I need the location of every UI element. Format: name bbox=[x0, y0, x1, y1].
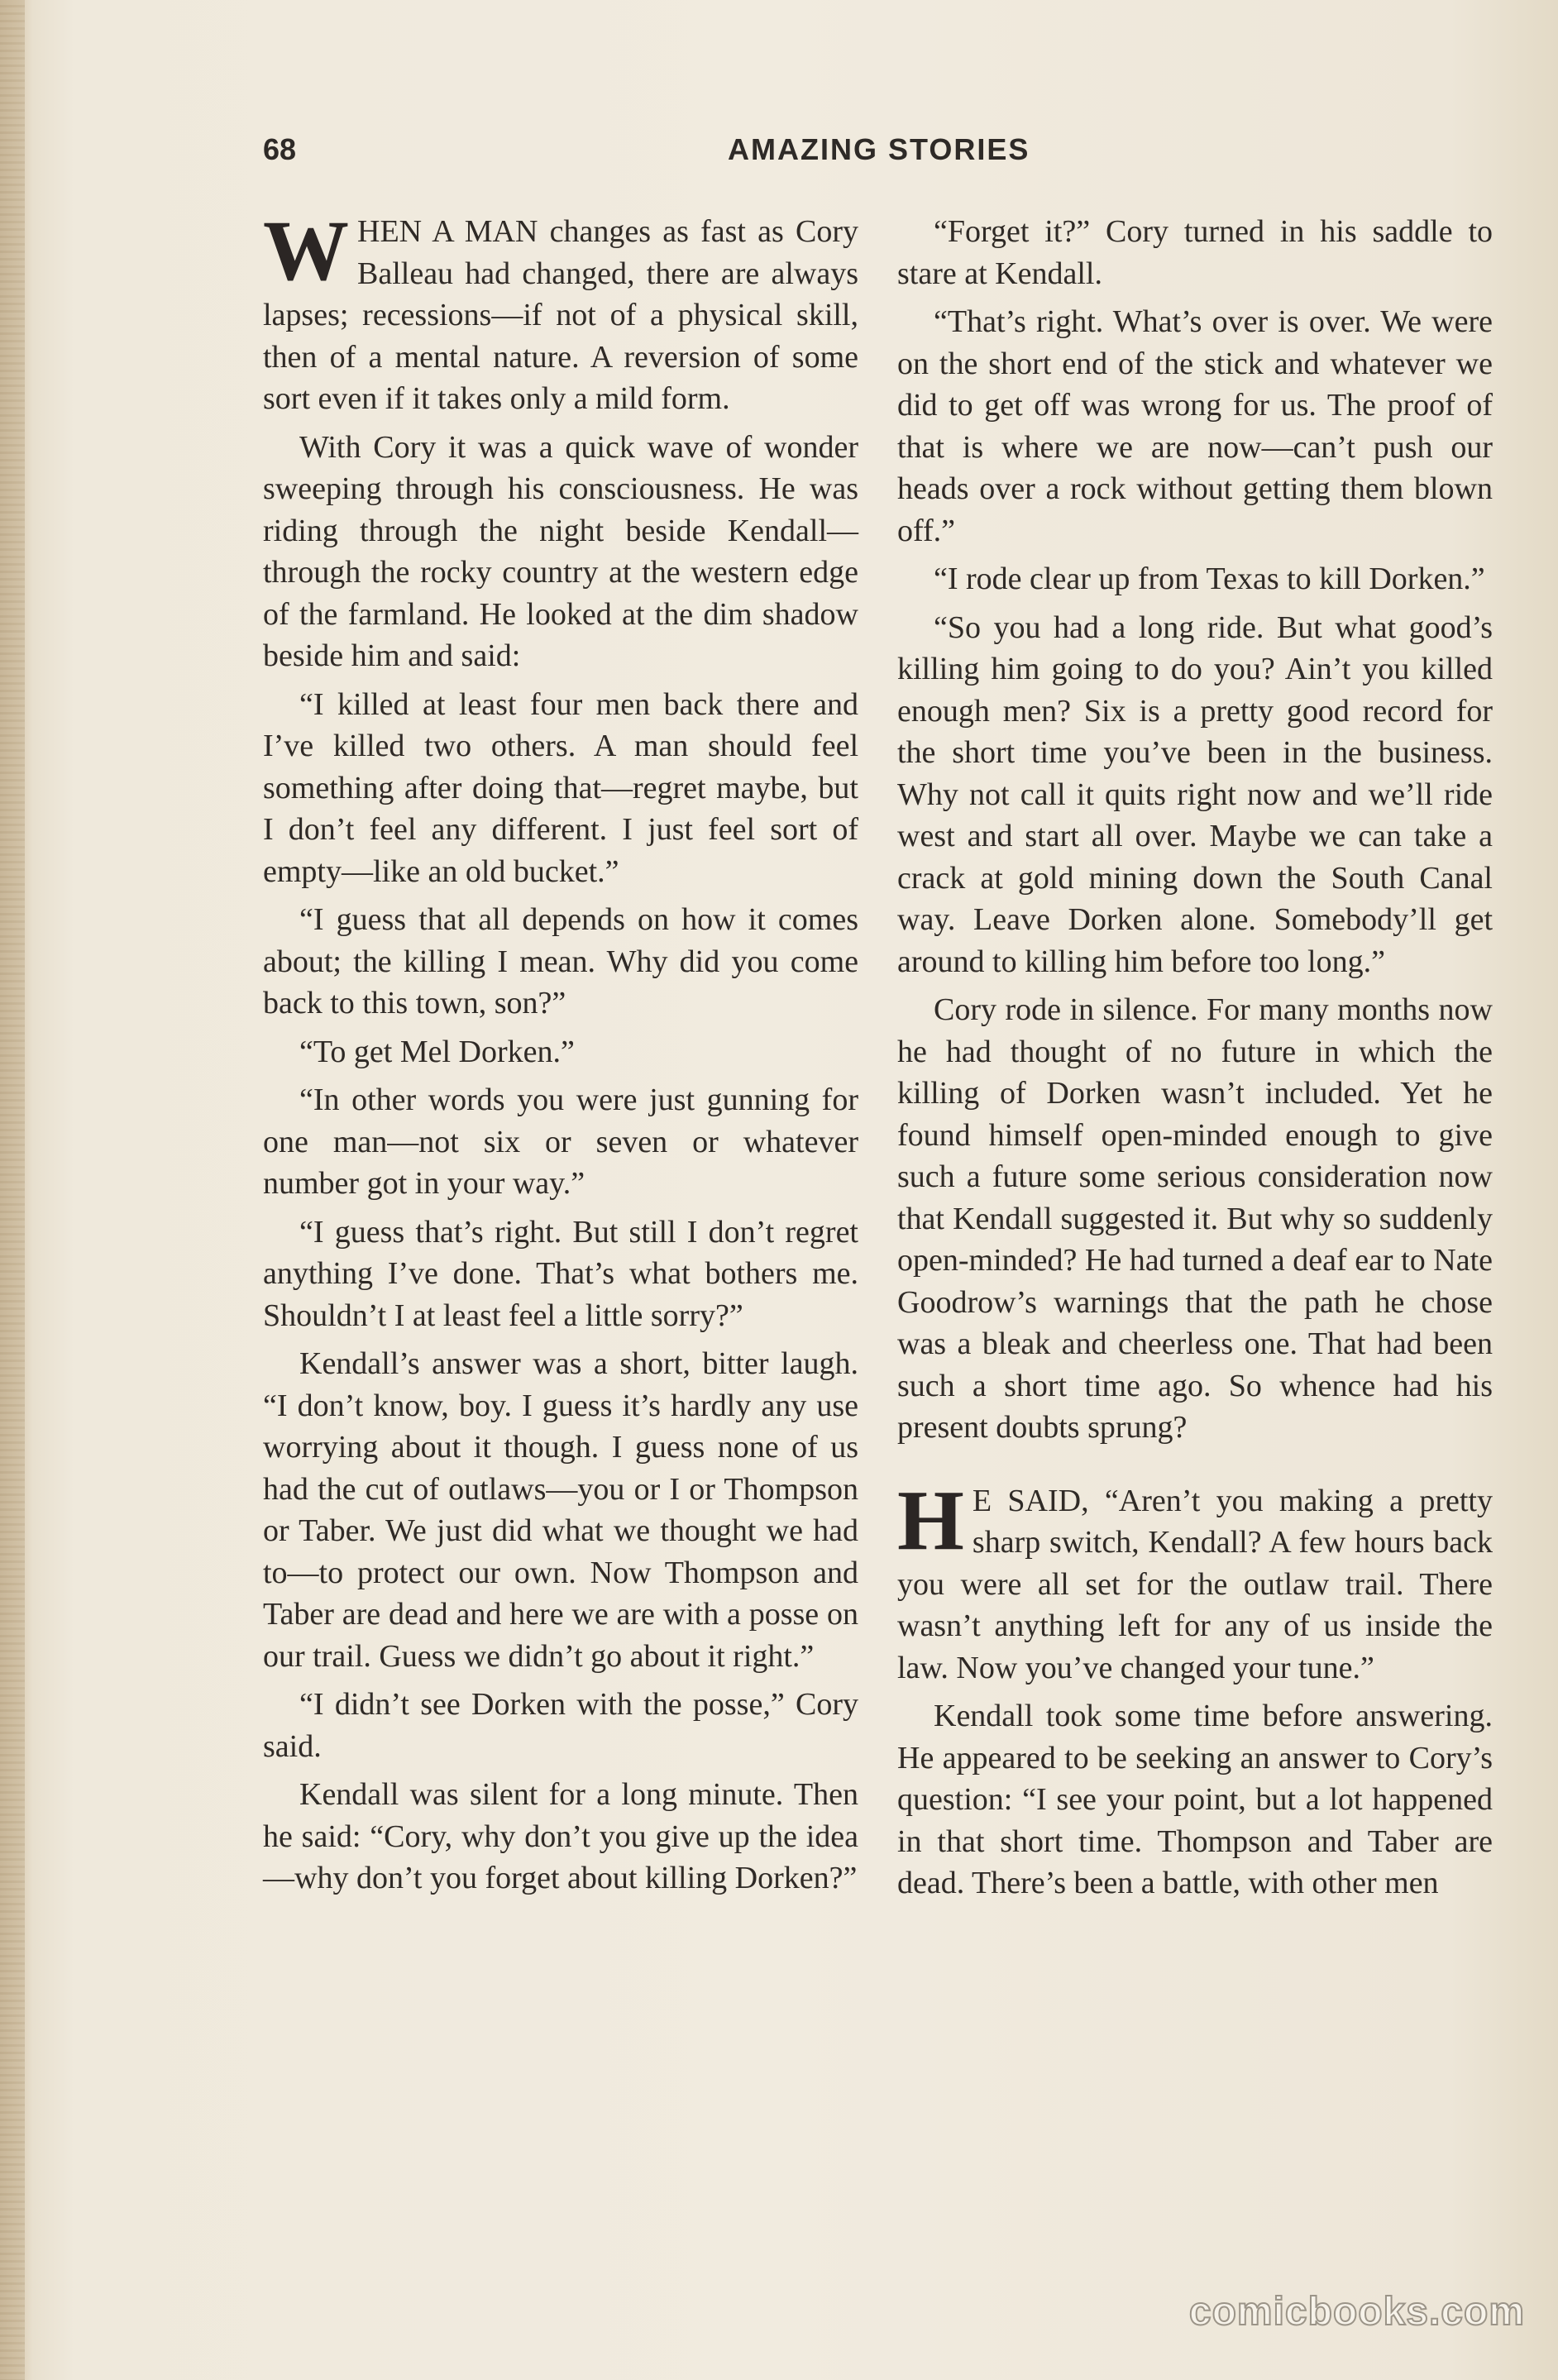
paragraph: Cory rode in silence. For many months now he had thought of no future in which the killing of Dorken wasn’t included. Yet he found himself open-minded enough to give such a future some serious consideration now that Kendall suggested it. But why so suddenly open-minded? He had turned a deaf ear to Nate Goodrow’s warnings that the path he chose was a bleak and cheerless one. That had been such a short time ago. So whence had his present doubts sprung? bbox=[897, 992, 1493, 1445]
paragraph: With Cory it was a quick wave of wonder sweeping through his consciousness. He was riding through the night beside Kendall—through the rocky country at the western edge of the farmland. He looked at the dim shadow beside him and said: bbox=[263, 429, 858, 673]
paragraph: Kendall was silent for a long minute. Then he said: “Cory, why don’t you give up the idea—why don’t you forget about killing Dorken?” bbox=[263, 1777, 858, 1895]
paragraph: “I didn’t see Dorken with the posse,” Cory said. bbox=[263, 1687, 858, 1764]
left-text-column bbox=[263, 203, 858, 1906]
paragraph-text: HEN A MAN changes as fast as Cory Balleau had changed, there are always lapses; recessions—if not of a physical skill, then of a mental nature. A reversion of some sort even if it takes only a mild form. bbox=[263, 214, 858, 416]
running-head-title: AMAZING STORIES bbox=[728, 132, 1030, 166]
paragraph: “That’s right. What’s over is over. We were on the short end of the stick and whatever we did to get off was wrong for us. The proof of that is where we are now—can’t push our heads over a rock without getting them blown off.” bbox=[897, 304, 1493, 548]
paragraph: Kendall took some time before answering. He appeared to be seeking an answer to Cory’s question: “I see your point, but a lot happened in that short time. Thompson and Taber are dead. There’s been a battle, with other men bbox=[897, 1699, 1493, 1900]
paragraph: “In other words you were just gunning for one man—not six or seven or whatever number got in your way.” bbox=[263, 1082, 858, 1201]
watermark-logo: comicbooks.com bbox=[1188, 2290, 1525, 2334]
paragraph: “I guess that’s right. But still I don’t regret anything I’ve done. That’s what bothers me. Shouldn’t I at least feel a little sorry?” bbox=[263, 1214, 858, 1333]
paragraph: “I killed at least four men back there and I’ve killed two others. A man should feel something after doing that—regret maybe, but I don’t feel any different. I just feel sort of empty—like an old bucket.” bbox=[263, 686, 858, 889]
paragraph: “To get Mel Dorken.” bbox=[299, 1034, 575, 1069]
paragraph: Kendall’s answer was a short, bitter laugh. “I don’t know, boy. I guess it’s hardly any use worrying about it though. I guess none of us had the cut of outlaws—you or I or Thompson or Taber. We just did what we thought we had to—to protect our own. Now Thompson and Taber are dead and here we are with a posse on our trail. Guess we didn’t go about it right.” bbox=[263, 1346, 858, 1674]
paragraph: “So you had a long ride. But what good’s killing him going to do you? Ain’t you killed enough men? Six is a pretty good record for the short time you’ve been in the business. Why not call it quits right now and we’ll ride west and start all over. Maybe we can take a crack at gold mining down the South Canal way. Leave Dorken alone. Somebody’ll get around to killing him before too long.” bbox=[897, 609, 1493, 979]
binding-edge bbox=[0, 0, 25, 2380]
drop-cap-letter: W bbox=[263, 203, 349, 299]
paragraph: “Forget it?” Cory turned in his saddle to stare at Kendall. bbox=[897, 214, 1493, 291]
paragraph: “I guess that all depends on how it comes about; the killing I mean. Why did you come back to this town, son?” bbox=[263, 902, 858, 1020]
paragraph: “I rode clear up from Texas to kill Dorken.” bbox=[934, 562, 1485, 596]
paragraph-text: E SAID, “Aren’t you making a pretty sharp switch, Kendall? A few hours back you were all set for the outlaw trail. There wasn’t anything left for any of us inside the law. Now you’ve changed your tune.” bbox=[897, 1483, 1493, 1685]
page-number: 68 bbox=[263, 132, 297, 166]
drop-cap-letter: H bbox=[897, 1472, 964, 1568]
paragraph bbox=[263, 203, 858, 420]
section-break bbox=[897, 1455, 1493, 1480]
right-text-column bbox=[897, 211, 1493, 1911]
paragraph bbox=[897, 1472, 1493, 1689]
